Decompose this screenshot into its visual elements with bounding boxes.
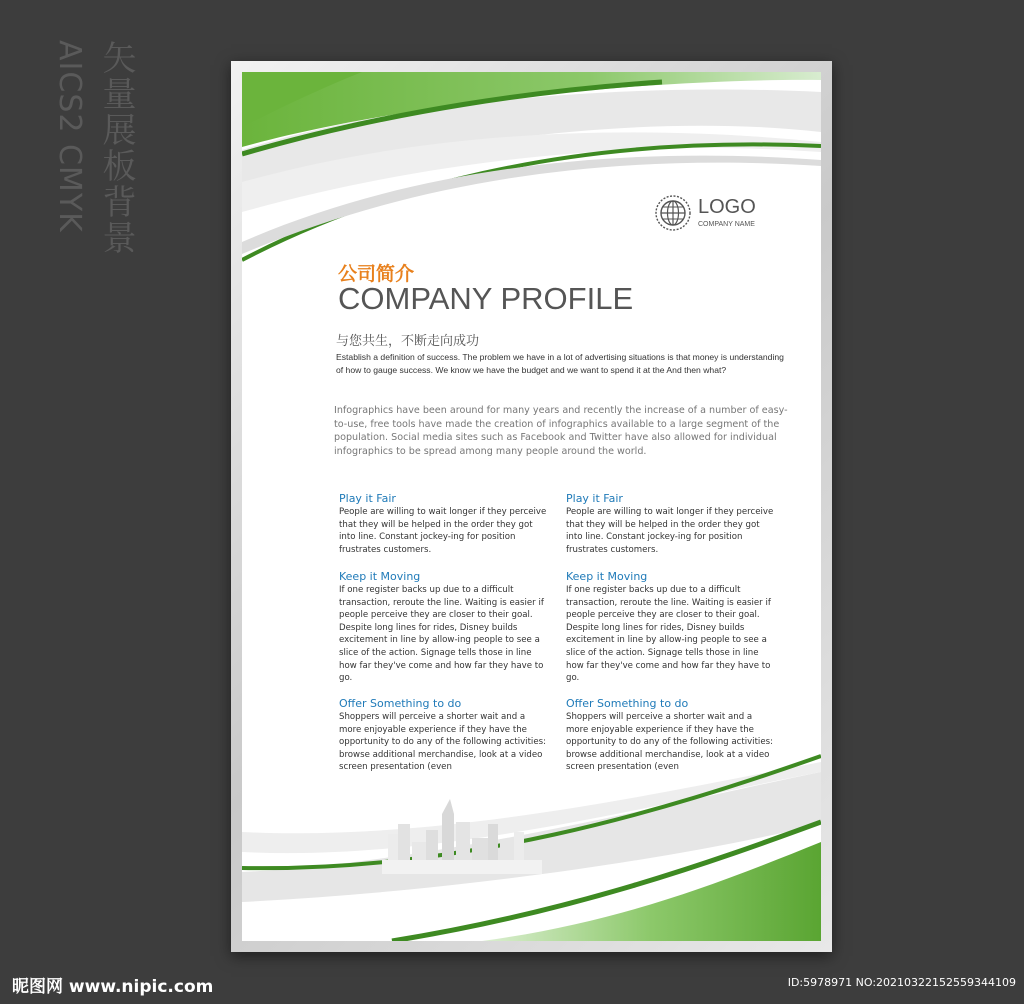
logo-text: LOGO: [698, 196, 756, 218]
section-body: Shoppers will perceive a shorter wait and a more enjoyable experience if they have the opportunity to do any of the following activities: browse additional merchandise, look at a video screen presentation (even: [339, 712, 546, 773]
section-offer-something: [566, 697, 776, 774]
globe-icon: [654, 194, 692, 232]
title-chinese: 公司简介: [338, 263, 415, 285]
side-label-cn: 矢量展板背景: [96, 40, 136, 256]
intro-paragraph-1: Establish a definition of success. The problem we have in a lot of advertising situations is that money is understanding of how to gauge success. We know we have the budget and we want to spend it at the And then what?: [336, 352, 784, 375]
section-heading: Keep it Moving: [339, 570, 421, 583]
side-label: [52, 40, 136, 280]
slogan: 与您共生，不断走向成功: [336, 334, 480, 349]
section-heading: Keep it Moving: [566, 570, 648, 583]
company-logo: [654, 194, 774, 234]
page-title: COMPANY PROFILE: [338, 281, 634, 316]
section-heading: Offer Something to do: [566, 697, 689, 710]
section-play-it-fair: [566, 492, 776, 556]
city-skyline-icon: [382, 794, 542, 874]
watermark-bar: [0, 964, 1024, 1004]
poster: [242, 72, 821, 941]
section-body: People are willing to wait longer if they perceive that they will be helped in the order they got into line. Constant jockey-ing for position frustrates customers.: [566, 507, 774, 555]
section-heading: Play it Fair: [339, 492, 396, 505]
section-keep-it-moving: [339, 570, 549, 685]
watermark-site: 昵图网 www.nipic.com: [12, 977, 214, 997]
side-label-en: AICS2 CMYK: [52, 40, 87, 233]
section-body: People are willing to wait longer if they perceive that they will be helped in the order they got into line. Constant jockey-ing for position frustrates customers.: [339, 507, 547, 555]
section-body: If one register backs up due to a difficult transaction, reroute the line. Waiting is easier if people perceive they are closer to their goal. Despite long lines for rides, Disney builds excitement in line by allow-ing people to see a slice of the action. Signage tells those in line how far they've come and how far they have to go.: [339, 585, 544, 684]
section-keep-it-moving: [566, 570, 776, 685]
intro-paragraph-2: Infographics have been around for many years and recently the increase of a number of easy-to-use, free tools have made the creation of infographics available to a large segment of the population. Social media sites such as Facebook and Twitter have also allowed for individual infographics to be spread among many people around the world.: [334, 405, 788, 457]
section-body: If one register backs up due to a difficult transaction, reroute the line. Waiting is easier if people perceive they are closer to their goal. Despite long lines for rides, Disney builds excitement in line by allow-ing people to see a slice of the action. Signage tells those in line how far they've come and how far they have to go.: [566, 585, 771, 684]
watermark-id: ID:5978971 NO:20210322152559344109: [787, 976, 1016, 989]
section-heading: Offer Something to do: [339, 697, 462, 710]
section-heading: Play it Fair: [566, 492, 623, 505]
section-body: Shoppers will perceive a shorter wait and a more enjoyable experience if they have the opportunity to do any of the following activities: browse additional merchandise, look at a video screen presentation (even: [566, 712, 773, 773]
section-play-it-fair: [339, 492, 549, 556]
section-offer-something: [339, 697, 549, 774]
logo-company-name: COMPANY NAME: [698, 221, 755, 228]
